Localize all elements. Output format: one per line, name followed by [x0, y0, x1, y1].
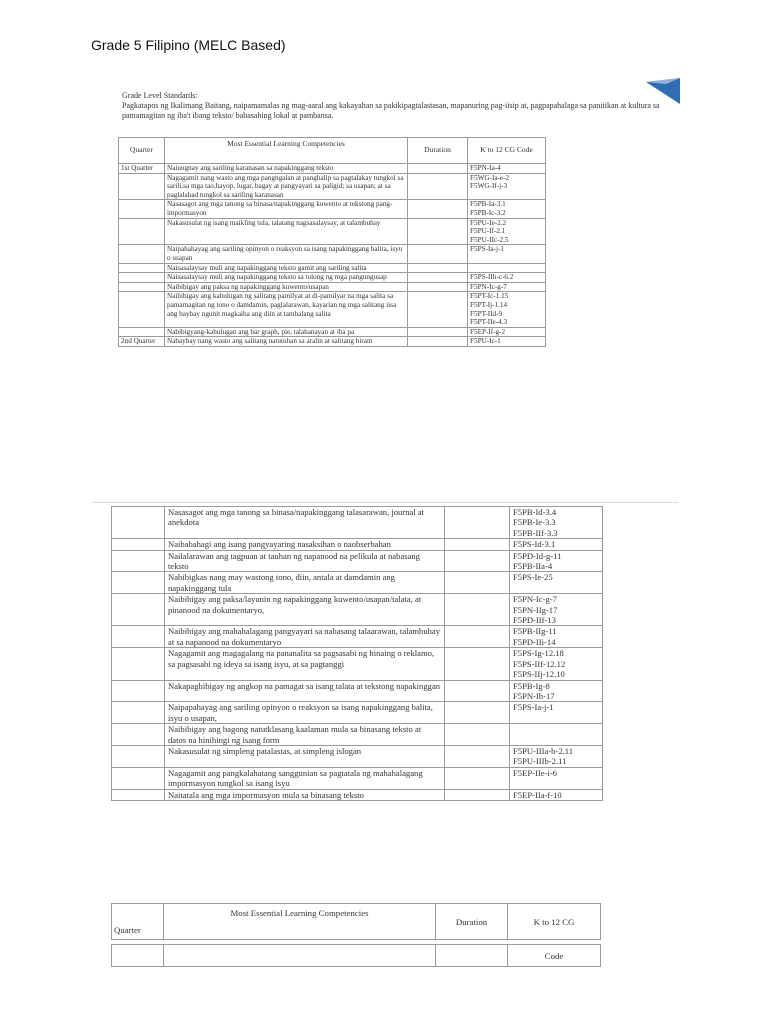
table-row: [119, 273, 546, 283]
quarter-cell: [112, 702, 165, 724]
curriculum-code: F5PU-IIc-2.5: [470, 235, 509, 244]
curriculum-code: F5PN-Ia-4: [470, 164, 501, 172]
duration-cell: [445, 594, 510, 626]
table-row: [112, 724, 603, 746]
code-cell: [510, 724, 603, 746]
curriculum-code: F5PB-IIa-4: [513, 561, 553, 572]
curriculum-code: F5PS-Ie-25: [513, 572, 553, 583]
quarter-cell: [119, 218, 165, 245]
table-body: [119, 164, 546, 347]
curriculum-code: F5PS-Id-3.1: [513, 539, 556, 550]
curriculum-code: F5PT-IId-9: [470, 309, 503, 318]
table-row: [112, 539, 603, 550]
competency-cell: Naiuugnay ang sariling karanasan sa napakinggang teksto: [165, 164, 408, 174]
table-row: [112, 945, 601, 967]
competency-cell: Nagagamit ang magagalang na pananalita sa pagsasabi ng hinaing o reklamo, sa pagsasabi ng ideya sa isang isyu, at sa pagtanggi: [165, 648, 445, 680]
quarter-cell: 1st Quarter: [119, 164, 165, 174]
quarter-cell: [112, 594, 165, 626]
curriculum-code: F5PT-Ic-1.15: [470, 292, 509, 301]
duration-cell: [408, 292, 468, 327]
code-cell: [510, 539, 603, 550]
code-cell: [510, 648, 603, 680]
competency-cell: Naibibigay ang paksa/layunin ng napakinggang kuwento/usapan/talata, at pinanood na dokumentaryo,: [165, 594, 445, 626]
table-row: [112, 702, 603, 724]
table-row: [112, 767, 603, 789]
header-code-top: K to 12 CG: [508, 904, 601, 940]
competency-table-page2: [111, 506, 603, 801]
curriculum-code: F5PU-IIIb-2.11: [513, 756, 567, 767]
quarter-cell: [112, 539, 165, 550]
code-cell: [468, 327, 546, 337]
curriculum-code: F5PN-Ic-g-7: [513, 594, 557, 605]
table-row: [119, 327, 546, 337]
header-competencies: Most Essential Learning Competencies: [165, 138, 408, 164]
curriculum-code: F5PD-IIf-13: [513, 615, 556, 626]
table-row: [112, 507, 603, 539]
code-cell: [468, 292, 546, 327]
duration-cell: [408, 327, 468, 337]
curriculum-code: F5PN-Ih-17: [513, 690, 555, 701]
curriculum-code: F5PU-IIIa-b-2.11: [513, 745, 574, 756]
competency-cell: Naibibigay ang bagong natutklasang kaalaman mula sa binasang teksto at datos na hinihingi ng isang form: [165, 724, 445, 746]
header-duration: Duration: [408, 138, 468, 164]
duration-cell: [436, 945, 508, 967]
quarter-cell: 2nd Quarter: [119, 337, 165, 347]
competency-cell: Naibibigay ang paksa ng napakinggang kuwento/usapan: [165, 282, 408, 292]
competency-cell: Naibibigay ang mahahalagang pangyayari sa nabasang talaarawan, talambuhay at sa napanood na dokumentaryo: [165, 626, 445, 648]
curriculum-code: F5PB-Ic-3.2: [470, 208, 506, 217]
table-row: [112, 789, 603, 800]
curriculum-code: F5PN-Ic-g-7: [470, 282, 507, 291]
competency-table-page1: [118, 137, 546, 347]
curriculum-code: F5WG-Ia-e-2: [470, 173, 510, 182]
competency-cell: Nagagamit nang wasto ang mga pangngalan at panghalip sa pagtalakay tungkol sa sarili,sa mga tao,hayop, lugar, bagay at pangyayari sa paligid; sa usapan; at sa paglalahad tungkol sa sariling karanasan: [165, 173, 408, 200]
table-header-row: [112, 904, 601, 940]
code-cell: [468, 282, 546, 292]
table-row: [119, 245, 546, 263]
curriculum-code: F5PU-If-2.1: [470, 227, 506, 236]
competency-cell: Nabaybay nang wasto ang salitang natutuhan sa aralin at salitang hiram: [165, 337, 408, 347]
code-cell: [510, 550, 603, 572]
duration-cell: [408, 282, 468, 292]
table-row: [119, 218, 546, 245]
code-cell: [468, 218, 546, 245]
table-row: [119, 164, 546, 174]
code-cell: [468, 245, 546, 263]
code-cell: [510, 572, 603, 594]
competency-table-page3-header: [111, 903, 601, 940]
competency-cell: Naipahahayag ang sariling opinyon o reaksyon sa isang napakinggang balita, isyu o usapan: [165, 245, 408, 263]
quarter-cell: [112, 550, 165, 572]
header-quarter: Quarter: [112, 904, 164, 940]
quarter-cell: [112, 724, 165, 746]
duration-cell: [408, 245, 468, 263]
code-cell: [510, 767, 603, 789]
competency-cell: Naisasalaysay muli ang napakinggang teksto gamit ang sariling salita: [165, 263, 408, 273]
competency-cell: Naisasalaysay muli ang napakinggang teksto sa tulong ng mga pangungusap: [165, 273, 408, 283]
code-cell: [510, 594, 603, 626]
page-separator: [92, 502, 678, 503]
duration-cell: [408, 273, 468, 283]
curriculum-code: F5PN-IIg-17: [513, 604, 558, 615]
code-cell: [468, 263, 546, 273]
quarter-cell: [112, 767, 165, 789]
duration-cell: [445, 626, 510, 648]
table-header-row: [119, 138, 546, 164]
curriculum-code: F5PB-Ie-3.3: [513, 517, 556, 528]
competency-cell: Naitatala ang mga impormasyon mula sa binasang teksto: [165, 789, 445, 800]
quarter-cell: [112, 945, 164, 967]
table-row: [112, 594, 603, 626]
table-body: [112, 507, 603, 801]
curriculum-code: F5PT-Ij-1.14: [470, 300, 508, 309]
competency-cell: Nakapagbibigay ng angkop na pamagat sa isang talata at tekstong napakinggan: [165, 680, 445, 702]
table-row: [119, 263, 546, 273]
standards-text: Pagkatapos ng Ikalimang Baitang, naipamamalas ng mag-aaral ang kakayahan sa pakikipagtalastasan, mapanuring pag-iisip at, pagpapahalaga sa panitikan at kultura sa pamamagitan ng iba't ibang teksto/ babasahing lokal at pambansa.: [122, 101, 660, 120]
duration-cell: [408, 200, 468, 218]
competency-cell: [164, 945, 436, 967]
duration-cell: [445, 724, 510, 746]
duration-cell: [445, 745, 510, 767]
competency-cell: Naibibigay ang kahulugan ng salitang pamilyar at di-pamilyar na mga salita sa pamamagitan ng tono o damdamin, paglalarawan, kayarian ng mga salitang iisa ang baybay ngunit magkaiba ang diin at tambalang salita: [165, 292, 408, 327]
quarter-cell: [119, 282, 165, 292]
curriculum-code: F5PS-Ig-12.18: [513, 648, 564, 659]
duration-cell: [408, 173, 468, 200]
competency-cell: Nakasusulat ng isang maikling tula, talatang nagsasalaysay, at talambuhay: [165, 218, 408, 245]
competency-table-page3-row: [111, 944, 601, 967]
table-row: [112, 680, 603, 702]
curriculum-code: F5PS-IIh-c-6.2: [470, 273, 514, 282]
competency-cell: Nagagamit ang pangkalahatang sanggunian sa pagtatala ng mahahalagang impormasyon tungkol sa isang isyu: [165, 767, 445, 789]
curriculum-code: F5PT-IIe-4.3: [470, 318, 508, 327]
competency-cell: Nabibigkas nang may wastong tono, diin, antala at damdamin ang napakinggang tula: [165, 572, 445, 594]
quarter-cell: [119, 292, 165, 327]
competency-cell: Nakasusulat ng simpleng patalastas, at simpleng islogan: [165, 745, 445, 767]
standards-label: Grade Level Standards:: [122, 91, 198, 100]
competency-cell: Naipapahayag ang sariling opinyon o reaksyon sa isang napakinggang balita, isyu o usapan,: [165, 702, 445, 724]
code-cell: [468, 173, 546, 200]
curriculum-code: F5PB-Id-3.4: [513, 507, 557, 517]
table-row: [119, 292, 546, 327]
table-row: [119, 337, 546, 347]
grade-level-standards: [122, 91, 678, 121]
duration-cell: [445, 572, 510, 594]
competency-cell: Nasasagot ang mga tanong sa binasa/napakinggang talasarawan, journal at anekdota: [165, 507, 445, 539]
competency-cell: Nailalarawan ang tagpuan at tauhan ng napanood na pelikula at nabasang teksto: [165, 550, 445, 572]
table-row: [112, 550, 603, 572]
header-competencies: Most Essential Learning Competencies: [164, 904, 436, 940]
table-row: [119, 200, 546, 218]
quarter-cell: [112, 789, 165, 800]
quarter-cell: [112, 745, 165, 767]
table-row: [112, 572, 603, 594]
curriculum-code: F5PD-IIi-14: [513, 636, 556, 647]
table-row: [119, 282, 546, 292]
header-code: K to 12 CG Code: [468, 138, 546, 164]
curriculum-code: F5PU-Ic-1: [470, 337, 501, 346]
code-cell: [468, 164, 546, 174]
competency-cell: Nabibigyang-kahulugan ang bar graph, pie, talahanayan at iba pa: [165, 327, 408, 337]
duration-cell: [445, 507, 510, 539]
curriculum-code: F5PS-Ia-j-1: [470, 245, 504, 254]
header-duration: Duration: [436, 904, 508, 940]
competency-cell: Naibabahagi ang isang pangyayaring nasaksihan o naobserbahan: [165, 539, 445, 550]
table-row: [112, 745, 603, 767]
curriculum-code: F5PS-IIf-12.12: [513, 658, 566, 669]
table-row: [112, 648, 603, 680]
quarter-cell: [112, 572, 165, 594]
code-cell: [510, 702, 603, 724]
curriculum-code: F5PS-Ia-j-1: [513, 702, 554, 713]
quarter-cell: [112, 626, 165, 648]
curriculum-code: F5PB-Ig-8: [513, 680, 550, 691]
duration-cell: [445, 789, 510, 800]
quarter-cell: [119, 327, 165, 337]
duration-cell: [445, 550, 510, 572]
header-code-bottom: Code: [508, 945, 601, 967]
curriculum-code: F5EP-IIe-i-6: [513, 767, 557, 778]
curriculum-code: F5PS-IIj-12.10: [513, 669, 565, 680]
code-cell: [510, 789, 603, 800]
curriculum-code: F5PB-IIg-11: [513, 626, 557, 637]
duration-cell: [445, 648, 510, 680]
quarter-cell: [119, 263, 165, 273]
curriculum-code: F5PU-Ie-2.2: [470, 218, 507, 227]
duration-cell: [408, 263, 468, 273]
competency-cell: Nasasagot ang mga tanong sa binasa/napakinggang kuwento at tekstong pang-impormasyon: [165, 200, 408, 218]
code-cell: [510, 680, 603, 702]
code-cell: [468, 337, 546, 347]
document-title: Grade 5 Filipino (MELC Based): [91, 37, 286, 53]
curriculum-code: F5PD-Id-g-11: [513, 550, 562, 561]
table-row: [112, 626, 603, 648]
quarter-cell: [112, 648, 165, 680]
code-cell: [510, 507, 603, 539]
curriculum-code: F5PB-IIf-3.3: [513, 527, 558, 538]
quarter-cell: [119, 173, 165, 200]
duration-cell: [408, 218, 468, 245]
code-cell: [468, 273, 546, 283]
curriculum-code: F5PB-Ia-3.1: [470, 200, 506, 209]
duration-cell: [445, 680, 510, 702]
code-cell: [510, 745, 603, 767]
curriculum-code: F5WG-If-j-3: [470, 182, 508, 191]
quarter-cell: [119, 273, 165, 283]
duration-cell: [408, 164, 468, 174]
quarter-cell: [112, 507, 165, 539]
curriculum-code: F5EP-IIa-f-10: [513, 789, 562, 800]
code-cell: [510, 626, 603, 648]
table-row: [119, 173, 546, 200]
curriculum-code: F5EP-If-g-2: [470, 327, 506, 336]
duration-cell: [408, 337, 468, 347]
header-quarter: Quarter: [119, 138, 165, 164]
duration-cell: [445, 539, 510, 550]
quarter-cell: [119, 245, 165, 263]
code-cell: [468, 200, 546, 218]
quarter-cell: [119, 200, 165, 218]
duration-cell: [445, 767, 510, 789]
quarter-cell: [112, 680, 165, 702]
duration-cell: [445, 702, 510, 724]
